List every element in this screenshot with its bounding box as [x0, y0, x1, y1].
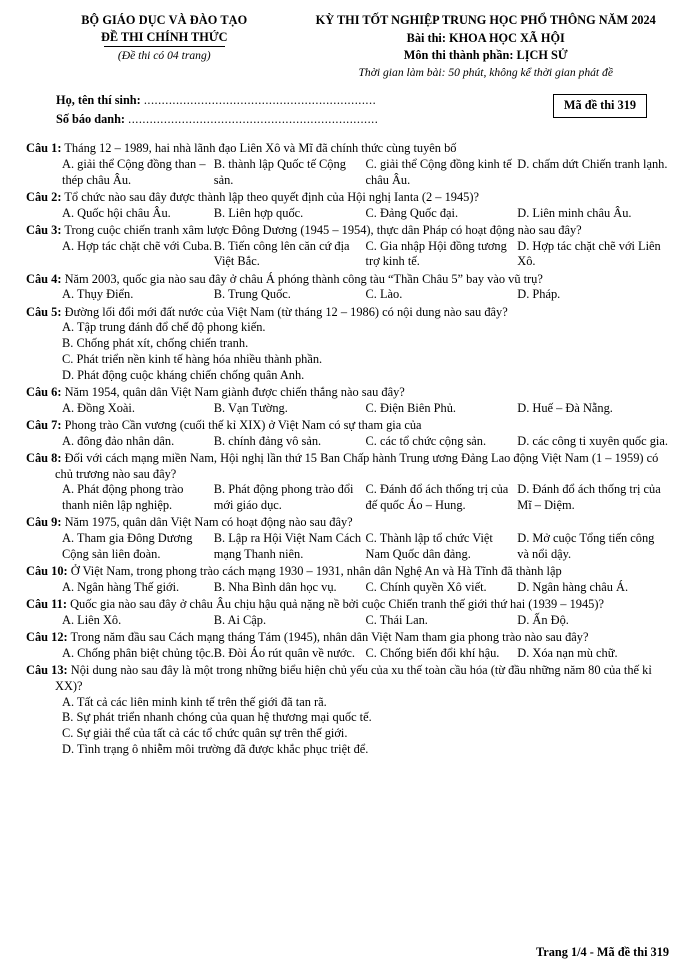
- option-choice[interactable]: A. Phát động phong trào thanh niên lập nghiệp.: [62, 482, 184, 512]
- option-choice[interactable]: A. Liên Xô.: [62, 612, 122, 627]
- question-text: Ở Việt Nam, trong phong trào cách mạng 1930 – 1931, nhân dân Nghệ An và Hà Tĩnh đã thành lập: [70, 564, 562, 578]
- option-choice[interactable]: B. Vạn Tường.: [213, 400, 288, 415]
- option-choice[interactable]: B. Chống phát xít, chống chiến tranh.: [62, 336, 249, 350]
- option-choice[interactable]: C. Phát triển nền kinh tế hàng hóa nhiều thành phần.: [62, 351, 323, 366]
- question-item: [26, 272, 669, 304]
- exam-code-box: Mã đề thi 319: [553, 94, 647, 118]
- option-choice[interactable]: B. Liên hợp quốc.: [213, 205, 304, 220]
- question-stem: [26, 223, 669, 239]
- option-choice[interactable]: C. giải thể Cộng đồng kinh tế châu Âu.: [365, 156, 512, 187]
- option-choice[interactable]: D. Pháp.: [517, 287, 561, 302]
- question-text: Trong năm đầu sau Cách mạng tháng Tám (1945), nhân dân Việt Nam tham gia phong trào nào sau đây?: [70, 630, 589, 644]
- question-text: Phong trào Cần vương (cuối thế kỉ XIX) ở Việt Nam có sự tham gia của: [64, 417, 422, 432]
- option-choice[interactable]: A. Quốc hội châu Âu.: [62, 205, 171, 220]
- option-choice[interactable]: A. đông đảo nhân dân.: [62, 433, 175, 448]
- question-options: [26, 434, 669, 450]
- question-stem: [26, 451, 669, 483]
- question-options: [26, 320, 669, 383]
- candidate-info: [26, 93, 669, 131]
- option-choice[interactable]: D. các công ti xuyên quốc gia.: [517, 433, 668, 448]
- question-stem: [26, 515, 669, 531]
- question-options: [26, 482, 669, 514]
- option-choice[interactable]: A. giải thể Cộng đồng than – thép châu Âu.: [62, 156, 206, 187]
- candidate-fields: [26, 93, 553, 131]
- option-choice[interactable]: A. Chống phân biệt chủng tộc.: [62, 645, 214, 660]
- question-stem: [26, 385, 669, 401]
- question-text: Năm 1954, quân dân Việt Nam giành được chiến thắng nào sau đây?: [64, 384, 405, 399]
- option-choice[interactable]: D. Ngân hàng châu Á.: [517, 579, 629, 594]
- question-text: Trong cuộc chiến tranh xâm lược Đông Dương (1945 – 1954), thực dân Pháp có hoạt động nào sau đây?: [64, 222, 582, 237]
- question-number: Câu 3:: [26, 222, 62, 237]
- option-choice[interactable]: C. Lào.: [365, 287, 403, 302]
- question-options: [26, 287, 669, 303]
- question-number: Câu 1:: [26, 141, 62, 155]
- candidate-id-label: Số báo danh:: [56, 112, 126, 126]
- option-choice[interactable]: B. Đòi Áo rút quân về nước.: [213, 645, 356, 660]
- question-options: [26, 695, 669, 758]
- exam-duration: Thời gian làm bài: 50 phút, không kể thời gian phát đề: [358, 66, 613, 79]
- question-options: [26, 239, 669, 271]
- question-options: [26, 206, 669, 222]
- option-choice[interactable]: C. Đảng Quốc đại.: [365, 205, 459, 220]
- option-choice[interactable]: A. Tập trung đánh đổ chế độ phong kiến.: [62, 320, 266, 335]
- exam-group: Bài thi: KHOA HỌC XÃ HỘI: [406, 31, 565, 45]
- question-options: [26, 157, 669, 189]
- question-stem: [26, 663, 669, 695]
- header-left-block: [26, 12, 302, 62]
- option-choice[interactable]: C. Gia nhập Hội đồng tương trợ kinh tế.: [365, 238, 507, 269]
- option-choice[interactable]: C. Chính quyền Xô viết.: [365, 579, 487, 594]
- question-stem: [26, 564, 669, 580]
- question-stem: [26, 141, 669, 157]
- question-number: Câu 13:: [26, 663, 68, 677]
- official-exam-label: ĐỀ THI CHÍNH THỨC: [100, 30, 228, 44]
- header-right-block: [302, 12, 669, 79]
- option-choice[interactable]: D. Phát động cuộc kháng chiến chống quân Anh.: [62, 367, 305, 382]
- question-item: [26, 451, 669, 514]
- option-choice[interactable]: B. Nha Bình dân học vụ.: [213, 579, 337, 594]
- question-stem: [26, 630, 669, 646]
- candidate-name-label: Họ, tên thí sinh:: [56, 93, 141, 107]
- questions-list: [26, 141, 669, 758]
- question-item: [26, 305, 669, 384]
- question-text: Tháng 12 – 1989, hai nhà lãnh đạo Liên Xô và Mĩ đã chính thức cùng tuyên bố: [64, 141, 457, 155]
- option-choice[interactable]: A. Tham gia Đông Dương Cộng sản liên đoàn.: [62, 531, 193, 561]
- question-options: [26, 646, 669, 662]
- page-count-note: (Đề thi có 04 trang): [117, 49, 211, 62]
- question-item: [26, 564, 669, 596]
- candidate-id-input[interactable]: ......................................................................: [128, 112, 379, 126]
- option-choice[interactable]: B. Sự phát triển nhanh chóng của quan hệ thương mại quốc tế.: [62, 710, 372, 725]
- question-number: Câu 2:: [26, 189, 62, 204]
- question-text: Năm 2003, quốc gia nào sau đây ở châu Á phóng thành công tàu “Thần Châu 5” bay vào vũ trụ?: [64, 271, 543, 286]
- question-item: [26, 141, 669, 188]
- question-stem: [26, 272, 669, 288]
- option-choice[interactable]: A. Ngân hàng Thế giới.: [62, 579, 180, 594]
- question-text: Quốc gia nào sau đây ở châu Âu chịu hậu quả nặng nề bởi cuộc Chiến tranh thế giới thứ hai (1939 – 1945)?: [70, 597, 604, 611]
- ministry-name: BỘ GIÁO DỤC VÀ ĐÀO TẠO: [81, 13, 248, 27]
- question-item: [26, 597, 669, 629]
- option-choice[interactable]: B. Ai Cập.: [213, 612, 267, 627]
- option-choice[interactable]: D. chấm dứt Chiến tranh lạnh.: [517, 156, 668, 171]
- option-choice[interactable]: D. Tình trạng ô nhiễm môi trường đã được khắc phục triệt để.: [62, 741, 369, 756]
- question-stem: [26, 418, 669, 434]
- question-number: Câu 7:: [26, 417, 62, 432]
- question-number: Câu 5:: [26, 304, 62, 319]
- question-stem: [26, 597, 669, 613]
- question-text: Nội dung nào sau đây là một trong những biểu hiện chủ yếu của xu thế toàn cầu hóa (từ đầu những năm 80 của thế kỉ XX)?: [55, 663, 652, 693]
- option-choice[interactable]: D. Ấn Độ.: [517, 612, 569, 627]
- question-item: [26, 385, 669, 417]
- exam-title: KỲ THI TỐT NGHIỆP TRUNG HỌC PHỔ THÔNG NĂM 2024: [315, 13, 656, 27]
- question-options: [26, 613, 669, 629]
- candidate-id-row: [56, 112, 553, 127]
- question-item: [26, 515, 669, 562]
- question-stem: [26, 190, 669, 206]
- question-options: [26, 401, 669, 417]
- document-header: [26, 12, 669, 79]
- option-choice[interactable]: C. Thành lập tổ chức Việt Nam Quốc dân đảng.: [365, 531, 493, 561]
- option-choice[interactable]: D. Liên minh châu Âu.: [517, 205, 632, 220]
- question-options: [26, 531, 669, 563]
- question-number: Câu 8:: [26, 450, 62, 465]
- option-choice[interactable]: A. Hợp tác chặt chẽ với Cuba.: [62, 238, 213, 253]
- option-choice[interactable]: D. Xóa nạn mù chữ.: [517, 645, 618, 660]
- question-item: [26, 190, 669, 222]
- question-text: Tổ chức nào sau đây được thành lập theo quyết định của Hội nghị Ianta (2 – 1945)?: [64, 189, 479, 204]
- option-choice[interactable]: B. Tiến công lên căn cứ địa Việt Bắc.: [213, 238, 350, 269]
- question-number: Câu 10:: [26, 564, 68, 578]
- question-options: [26, 580, 669, 596]
- option-choice[interactable]: C. Đánh đổ ách thống trị của đế quốc Áo – Hung.: [365, 482, 509, 512]
- question-number: Câu 11:: [26, 597, 67, 611]
- option-choice[interactable]: D. Đánh đổ ách thống trị của Mĩ – Diệm.: [517, 482, 661, 512]
- question-text: Đường lối đổi mới đất nước của Việt Nam (từ tháng 12 – 1986) có nội dung nào sau đây?: [64, 304, 508, 319]
- candidate-name-input[interactable]: .................................................................: [143, 93, 377, 107]
- option-choice[interactable]: A. Thụy Điển.: [62, 287, 134, 302]
- option-choice[interactable]: A. Đồng Xoài.: [62, 400, 135, 415]
- option-choice[interactable]: D. Mở cuộc Tổng tiến công và nổi dậy.: [517, 531, 655, 561]
- option-choice[interactable]: A. Tất cả các liên minh kinh tế trên thế giới đã tan rã.: [62, 694, 327, 709]
- candidate-name-row: [56, 93, 553, 108]
- option-choice[interactable]: B. thành lập Quốc tế Cộng sản.: [213, 156, 346, 187]
- option-choice[interactable]: C. Chống biến đổi khí hậu.: [365, 645, 500, 660]
- option-choice[interactable]: C. Sự giải thể của tất cả các tổ chức quân sự trên thế giới.: [62, 726, 348, 740]
- question-item: [26, 630, 669, 662]
- page-footer: Trang 1/4 - Mã đề thi 319: [536, 945, 669, 959]
- option-choice[interactable]: D. Hợp tác chặt chẽ với Liên Xô.: [517, 238, 661, 269]
- option-choice[interactable]: C. Điện Biên Phủ.: [365, 400, 457, 415]
- question-number: Câu 6:: [26, 384, 62, 399]
- question-item: [26, 223, 669, 270]
- question-item: [26, 663, 669, 758]
- option-choice[interactable]: C. Thái Lan.: [365, 612, 428, 627]
- question-number: Câu 9:: [26, 515, 62, 530]
- option-choice[interactable]: B. Lập ra Hội Việt Nam Cách mạng Thanh niên.: [213, 531, 362, 561]
- question-number: Câu 12:: [26, 630, 68, 644]
- exam-subject: Môn thi thành phần: LỊCH SỬ: [403, 48, 568, 62]
- question-item: [26, 418, 669, 450]
- question-text: Năm 1975, quân dân Việt Nam có hoạt động nào sau đây?: [64, 515, 353, 530]
- option-choice[interactable]: C. các tổ chức cộng sản.: [365, 433, 487, 448]
- option-choice[interactable]: B. Phát động phong trào đổi mới giáo dục.: [213, 482, 354, 512]
- option-choice[interactable]: B. Trung Quốc.: [213, 287, 291, 302]
- question-text: Đối với cách mạng miền Nam, Hội nghị lần thứ 15 Ban Chấp hành Trung ương Đảng Lao động Việt Nam (1 – 1959) có chủ trương nào sau đây?: [55, 450, 659, 481]
- option-choice[interactable]: B. chính đảng vô sản.: [213, 433, 322, 448]
- question-stem: [26, 305, 669, 321]
- question-number: Câu 4:: [26, 271, 62, 286]
- option-choice[interactable]: D. Huế – Đà Nẵng.: [517, 400, 613, 415]
